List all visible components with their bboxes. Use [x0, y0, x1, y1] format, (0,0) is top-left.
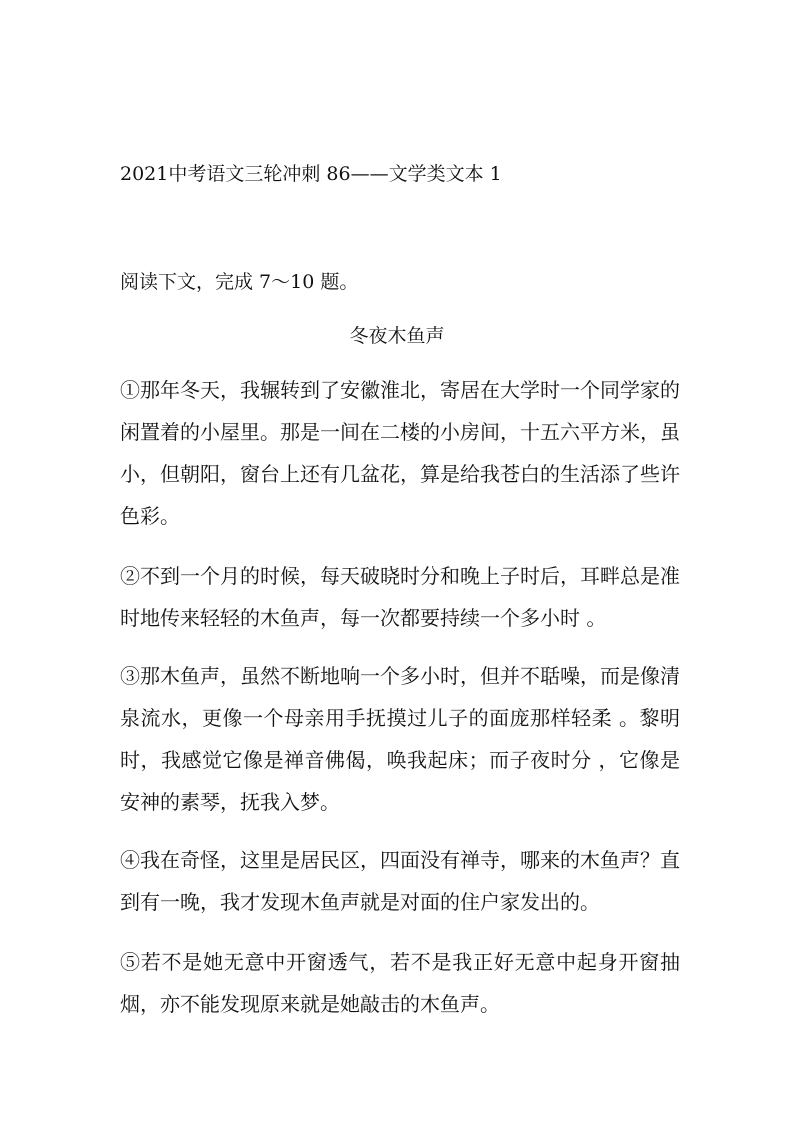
reading-instruction: 阅读下文，完成 7～10 题。 [120, 271, 359, 293]
article-title: 冬夜木鱼声 [349, 325, 445, 347]
paragraph-1: ①那年冬天，我辗转到了安徽淮北，寄居在大学时一个同学家的闲置着的小屋里。那是一间在二楼的小房间，十五六平方米，虽小，但朝阳，窗台上还有几盆花，算是给我苍白的生活添了些许色彩。 [120, 378, 680, 528]
paragraph-4: ④我在奇怪，这里是居民区，四面没有禅寺，哪来的木鱼声？直到有一晚，我才发现木鱼声就是对面的住户家发出的。 [120, 848, 680, 914]
document-title: 2021中考语文三轮冲刺 86——文学类文本 1 [120, 163, 502, 185]
paragraph-3: ③那木鱼声，虽然不断地响一个多小时，但并不聒噪，而是像清泉流水，更像一个母亲用手抚摸过儿子的面庞那样轻柔 。黎明时，我感觉它像是禅音佛偈，唤我起床；而子夜时分 ，它像是安神的素琴，抚我入梦。 [120, 664, 680, 814]
paragraph-5: ⑤若不是她无意中开窗透气，若不是我正好无意中起身开窗抽烟，亦不能发现原来就是她敲击的木鱼声。 [120, 950, 680, 1016]
paragraph-2: ②不到一个月的时候，每天破晓时分和晚上子时后，耳畔总是准时地传来轻轻的木鱼声，每一次都要持续一个多小时 。 [120, 564, 680, 630]
